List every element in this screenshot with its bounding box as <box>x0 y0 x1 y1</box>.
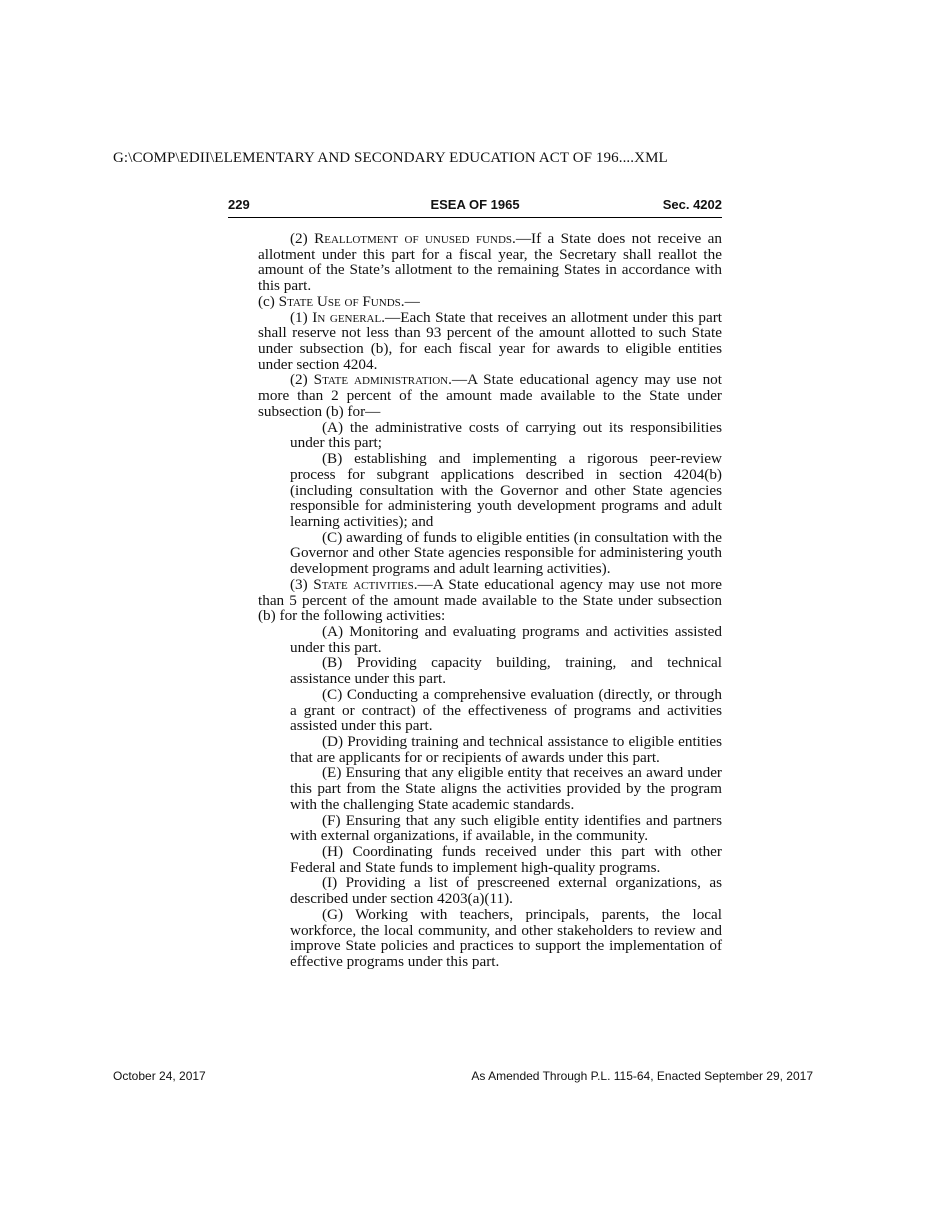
subparagraph-3e: (E) Ensuring that any eligible entity that receives an award under this part from the State aligns the activities provided by the program with the challenging State academic standards. <box>290 764 722 813</box>
subparagraph-2a: (A) the administrative costs of carrying out its responsibilities under this part; <box>290 418 722 452</box>
paragraph-2-state-administration <box>258 372 722 419</box>
subparagraph-3f: (F) Ensuring that any such eligible entity identifies and partners with external organizations, if available, in the community. <box>290 811 722 845</box>
subsection-dash: — <box>404 292 420 310</box>
document-body <box>258 231 722 970</box>
file-path: G:\COMP\EDII\ELEMENTARY AND SECONDARY EDUCATION ACT OF 196....XML <box>113 150 668 166</box>
paragraph-reallotment <box>258 231 722 294</box>
section-number: Sec. 4202 <box>662 197 722 212</box>
paragraph-text: —Each State that receives an allotment under this part shall reserve not less than 93 percent of the amount allotted to such State under subsection (b), for each fiscal year for awards to eligible entities under section 4204. <box>258 308 722 373</box>
subparagraph-2b: (B) establishing and implementing a rigorous peer-review process for subgrant applications described in section 4204(b) (including consultation with the Governor and other State agencies responsible for administering youth development programs and adult learning activities); and <box>290 450 722 530</box>
page-number: 229 <box>228 197 250 212</box>
subparagraph-3c: (C) Conducting a comprehensive evaluation (directly, or through a grant or contract) of the effectiveness of programs and activities assisted under this part. <box>290 685 722 735</box>
paragraph-text: —A State educational agency may use not more than 5 percent of the amount made available to the State under subsection (b) for the following activities: <box>258 575 722 625</box>
paragraph-1-in-general <box>258 310 722 373</box>
subsection-c <box>258 294 722 310</box>
paragraph-heading: (1) In general. <box>290 308 386 326</box>
paragraph-text: —A State educational agency may use not more than 2 percent of the amount made available to the State under subsection (b) for— <box>258 371 722 420</box>
subparagraph-3g: (G) Working with teachers, principals, parents, the local workforce, the local community, and other stakeholders to review and improve State policies and practices to support the implementation of effective programs under this part. <box>290 905 722 971</box>
subparagraph-2c: (C) awarding of funds to eligible entities (in consultation with the Governor and other State agencies responsible for administering youth development programs and adult learning activities). <box>290 528 722 578</box>
paragraph-3-state-activities <box>258 577 722 624</box>
subparagraph-3b: (B) Providing capacity building, training, and technical assistance under this part. <box>290 654 722 688</box>
subsection-heading: State Use of Funds. <box>278 292 405 310</box>
document-title: ESEA OF 1965 <box>430 197 520 212</box>
subsection-number: (c) <box>258 292 279 310</box>
paragraph-heading: (2) Reallotment of unused funds. <box>290 230 516 247</box>
subparagraph-3i: (I) Providing a list of prescreened external organizations, as described under section 4203(a)(11). <box>290 874 722 908</box>
footer-date: October 24, 2017 <box>113 1069 206 1083</box>
paragraph-heading: (3) State activities. <box>290 575 418 593</box>
subparagraph-3d: (D) Providing training and technical assistance to eligible entities that are applicants for or recipients of awards under this part. <box>290 733 722 766</box>
subparagraph-3a: (A) Monitoring and evaluating programs and activities assisted under this part. <box>290 622 722 656</box>
paragraph-text: —If a State does not receive an allotment under this part for a fiscal year, the Secretary shall reallot the amount of the State’s allotment to the remaining States in accordance with this part. <box>258 230 723 295</box>
subparagraph-3h: (H) Coordinating funds received under this part with other Federal and State funds to implement high-quality programs. <box>290 843 722 876</box>
paragraph-heading: (2) State administration. <box>290 371 452 389</box>
running-head <box>228 197 722 218</box>
footer-amended: As Amended Through P.L. 115-64, Enacted September 29, 2017 <box>471 1069 813 1083</box>
